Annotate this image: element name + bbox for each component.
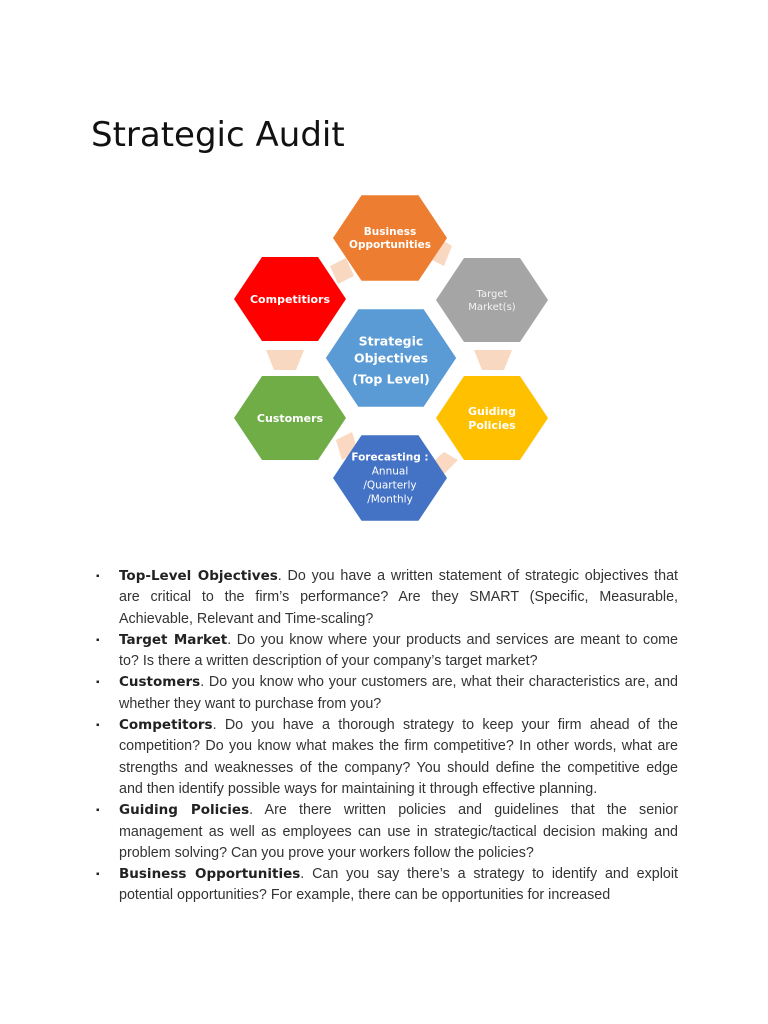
bullet-square-icon: ▪ [96,571,100,582]
item-term: Guiding Policies [119,802,250,819]
hexagon-label: Policies [468,418,516,432]
bullet-square-icon: ▪ [96,805,100,817]
item-text: . Do you have a thorough strategy to keep your firm ahead of the competition? Do you know what makes the firm competitive? In other words, what are strengths and weaknesses of the company? You should define the competitive edge and then identify possible ways for maintaining it through effective planning. [119,717,678,797]
list-item [94,566,678,630]
page-title: Strategic Audit [91,115,345,155]
hexagon-label: Business [363,226,417,239]
hexagon-label: Target [476,289,508,300]
bullet-square-icon: ▪ [96,869,100,881]
connector-target-guiding [474,350,512,370]
hexagon-shape [436,258,548,342]
item-text: . Do you know where your products and services are meant to come to? Is there a written description of your company’s target market? [119,631,679,670]
hexagon-center [324,308,458,408]
list-item [94,672,678,715]
bullet-square-icon: ▪ [96,634,100,646]
hexagon-customers [234,376,346,460]
item-term: Business Opportunities [119,866,301,883]
hexagon-label: Competitiors [249,292,331,306]
item-text: . Do you have a written statement of strategic objectives that are critical to the firm’s performance? Are they SMART (Specific, Measurable, Achievable, Relevant and Time-scaling? [119,568,678,627]
item-text: . Are there written policies and guidelines that the senior management as well as employees can use in strategic/tactical decision making and problem solving? Can you prove your workers follow the policies? [119,802,678,861]
list-item [94,800,678,864]
connector-customers-competitors [266,350,304,370]
hexagon-label: (Top Level) [352,371,430,387]
hexagon-label: /Quarterly [363,479,417,492]
hexagon-guiding [436,376,548,460]
bullet-square-icon: ▪ [96,677,100,689]
item-term: Competitors [119,717,213,734]
audit-checklist [94,566,678,907]
item-text: . Do you know who your customers are, what their characteristics are, and whether they want to purchase from you? [119,674,678,712]
item-term: Top-Level Objectives [119,568,278,584]
item-term: Target Market [119,631,228,648]
hexagon-label: Objectives [353,350,429,366]
hexagon-label: Forecasting : [351,451,429,464]
item-term: Customers [119,674,201,691]
hexagon-target [436,258,548,342]
hexagon-label: /Monthly [367,493,413,506]
hexagon-label: Annual [371,465,409,478]
hexagon-label: Customers [256,411,324,425]
hexagon-label: Opportunities [349,239,431,252]
hexagon-label: Guiding [468,404,516,418]
hexagon-label: Strategic [358,333,424,349]
list-item [94,715,678,800]
list-item [94,630,678,673]
hexagon-label: Market(s) [468,302,516,313]
hexagon-competitors [234,257,346,341]
bullet-square-icon: ▪ [96,720,100,732]
list-item [94,864,678,907]
item-text: . Can you say there’s a strategy to identify and exploit potential opportunities? For example, there can be opportunities for increased [119,866,678,904]
